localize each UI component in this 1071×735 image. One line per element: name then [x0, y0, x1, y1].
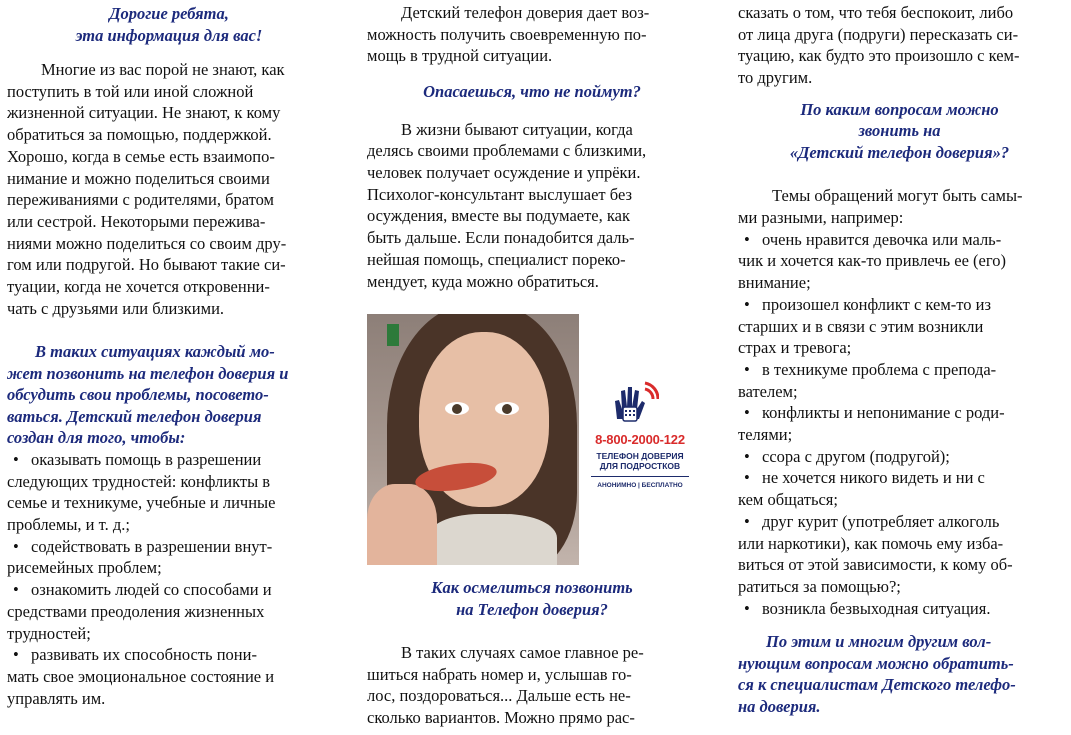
bullet-icon: • — [13, 645, 19, 665]
text-line: Темы обращений могут быть самы- — [772, 186, 1023, 206]
list-item: • конфликты и непонимание с роди- телями; — [738, 403, 1005, 445]
hand-phone-logo-icon — [609, 379, 659, 429]
poster-branding — [579, 314, 697, 565]
emphasis-line: создан для того, чтобы: — [7, 428, 186, 448]
bullet-icon: • — [744, 229, 750, 249]
text-line: нейшая помощь, специалист пореко- — [367, 249, 626, 269]
text-line: переживаниями с родителями, братом — [7, 190, 274, 210]
corner-logo — [387, 324, 399, 346]
text-line: быть дальше. Если понадобится даль- — [367, 228, 635, 248]
text-line: мощь в трудной ситуации. — [367, 46, 553, 66]
helpline-number: 8-800-2000-122 — [595, 432, 685, 447]
bullet-icon: • — [13, 536, 19, 556]
text-line: сколько вариантов. Можно прямо рас- — [367, 708, 635, 728]
emphasis-line: обсудить свои проблемы, посовето- — [7, 385, 269, 405]
text-line: ми разными, например: — [738, 208, 904, 228]
greeting-heading-line-1: Дорогие ребята, — [109, 4, 229, 23]
list-item: • содействовать в разрешении внут- рисемейных проблем; — [7, 536, 273, 578]
text-line: туацию, как будто это произошло с кем- — [738, 46, 1020, 66]
list-item: • друг курит (употребляет алкоголь или наркотики), как помочь ему избa- виться от этой зависимости, к кому об- ратиться за помощью?; — [738, 511, 1013, 596]
closing-paragraph — [738, 631, 1061, 717]
bullet-icon: • — [744, 468, 750, 488]
text-line: сказать о том, что тебя беспокоит, либо — [738, 3, 1014, 22]
bullet-icon: • — [744, 598, 750, 618]
bullet-icon: • — [13, 449, 19, 469]
text-line: или сестрой. Некоторыми пережива- — [7, 211, 266, 231]
purpose-list — [7, 449, 331, 709]
emphasis-line: жет позвонить на телефон доверия и — [7, 363, 289, 383]
emphasis-line: ваться. Детский телефон доверия — [7, 406, 262, 426]
list-item: • возникла безвыходная ситуация. — [738, 598, 1061, 620]
text-line: шиться набрать номер и, услышав го- — [367, 664, 632, 684]
emphasis-line: на доверия. — [738, 696, 821, 716]
text-line: можность получить своевременную по- — [367, 24, 647, 44]
text-line: туации, когда не хочется откровенни- — [7, 277, 270, 297]
bullet-icon: • — [744, 403, 750, 423]
topics-list — [738, 229, 1061, 620]
text-line: Психолог-консультант выслушает без — [367, 184, 632, 204]
text-line: лос, поздороваться... Дальше есть не- — [367, 686, 631, 706]
text-line: Детский телефон доверия дает воз- — [401, 3, 650, 22]
text-line: осуждения, вместе вы подумаете, как — [367, 206, 630, 226]
bullet-icon: • — [744, 446, 750, 466]
purpose-paragraph — [7, 341, 331, 449]
helpline-intro — [367, 2, 697, 67]
column-1 — [7, 0, 331, 735]
continued-paragraph — [738, 2, 1061, 89]
topics-heading-line-3: «Детский телефон доверия»? — [789, 142, 1010, 162]
helpline-title: ТЕЛЕФОН ДОВЕРИЯ ДЛЯ ПОДРОСТКОВ — [596, 451, 684, 471]
text-line: жизненной ситуации. Не знают, к кому — [7, 103, 281, 123]
emphasis-line: В таких ситуациях каждый мо- — [35, 342, 275, 362]
text-line: то другим. — [738, 68, 813, 88]
text-line: Многие из вас порой не знают, как — [41, 60, 285, 79]
emphasis-line: По этим и многим другим вол- — [766, 632, 992, 652]
list-item: • развивать их способность пони- мать свое эмоциональное состояние и управлять им. — [7, 645, 275, 708]
list-item: • оказывать помощь в разрешении следующих трудностей: конфликты в семье и техникуме, учебные и личные проблемы, и т. д.; — [7, 449, 276, 535]
topics-heading-line-1: По каким вопросам можно — [800, 99, 999, 119]
helpline-subtitle: АНОНИМНО | БЕСПЛАТНО — [597, 482, 683, 489]
helpline-poster — [367, 314, 697, 565]
text-line: поступить в той или иной сложной — [7, 81, 254, 101]
text-line: ниями можно поделиться со своим дру- — [7, 233, 287, 253]
fear-paragraph — [367, 119, 697, 293]
list-item: • в техникуме проблема с препода- вателем; — [738, 359, 997, 401]
text-line: от лица друга (подруги) пересказать си- — [738, 24, 1019, 44]
how-to-call-heading-line-1: Как осмелиться позвонить — [431, 578, 633, 597]
bullet-icon: • — [744, 294, 750, 314]
intro-paragraph — [7, 59, 331, 319]
how-to-call-heading-line-2: на Телефон доверия? — [456, 599, 608, 619]
text-line: чать с друзьями или близкими. — [7, 298, 225, 318]
list-item: • ссора с другом (подругой); — [738, 446, 1061, 468]
text-line: человек получает осуждение и упрёки. — [367, 163, 641, 183]
list-item: • произошел конфликт с кем-то из старших и в связи с этим возникли страх и тревога; — [738, 294, 991, 358]
text-line: В жизни бывают ситуации, когда — [401, 119, 633, 139]
bullet-icon: • — [13, 580, 19, 600]
how-to-call-paragraph — [367, 642, 697, 729]
text-line: делясь своими проблемами с близкими, — [367, 141, 647, 161]
list-item: • очень нравится девочка или маль- чик и хочется как-то привлечь ее (его) внимание; — [738, 229, 1006, 293]
greeting-heading-line-2: эта информация для вас! — [75, 25, 263, 45]
emphasis-line: нующим вопросам можно обратить- — [738, 653, 1014, 673]
text-line: гом или подругой. Но бывают такие си- — [7, 255, 286, 275]
girl-photo — [367, 314, 579, 565]
fear-heading: Опасаешься, что не поймут? — [423, 82, 641, 102]
text-line: мендует, куда можно обратиться. — [367, 271, 599, 291]
text-line: нимание и можно поделиться своими — [7, 168, 270, 188]
topics-heading-line-2: звонить на — [858, 121, 941, 141]
bullet-icon: • — [744, 359, 750, 379]
list-item: • ознакомить людей со способами и средствами преодоления жизненных трудностей; — [7, 580, 272, 643]
text-line: обратиться за помощью, поддержкой. — [7, 125, 272, 145]
column-3 — [738, 0, 1061, 735]
emphasis-line: ся к специалистам Детского телефо- — [738, 675, 1016, 695]
text-line: В таких случаях самое главное ре- — [401, 643, 644, 662]
bullet-icon: • — [744, 511, 750, 531]
topics-lead — [738, 185, 1061, 228]
text-line: Хорошо, когда в семье есть взаимопо- — [7, 146, 275, 166]
list-item: • не хочется никого видеть и ни с кем общаться; — [738, 468, 985, 510]
